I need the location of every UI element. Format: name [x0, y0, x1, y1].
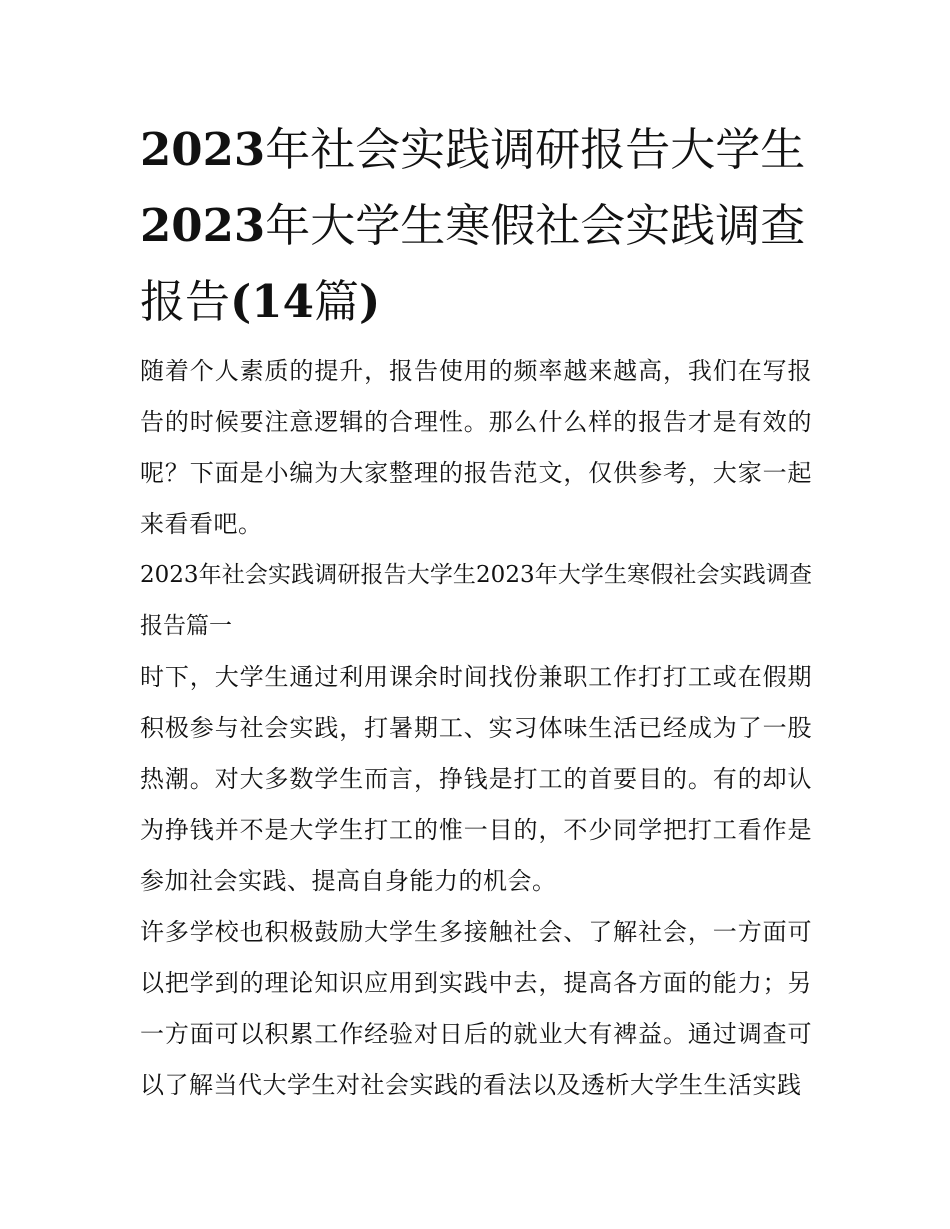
- intro-paragraph: 随着个人素质的提升，报告使用的频率越来越高，我们在写报告的时候要注意逻辑的合理性。那么什么样的报告才是有效的呢？下面是小编为大家整理的报告范文，仅供参考，大家一起来看看吧。: [140, 357, 812, 538]
- body-paragraph: 许多学校也积极鼓励大学生多接触社会、了解社会，一方面可以把学到的理论知识应用到实践中去，提高各方面的能力；另一方面可以积累工作经验对日后的就业大有裨益。通过调查可以了解当代大学生对社会实践的看法以及透析大学生生活实践: [140, 918, 812, 1099]
- body-paragraph: 时下，大学生通过利用课余时间找份兼职工作打打工或在假期积极参与社会实践，打暑期工、实习体味生活已经成为了一股热潮。对大多数学生而言，挣钱是打工的首要目的。有的却认为挣钱并不是大学生打工的惟一目的，不少同学把打工看作是参加社会实践、提高自身能力的机会。: [140, 663, 812, 895]
- document-content: [140, 112, 812, 1111]
- document-title: 2023年社会实践调研报告大学生2023年大学生寒假社会实践调查报告(14篇): [140, 123, 806, 328]
- section-heading: 2023年社会实践调研报告大学生2023年大学生寒假社会实践调查报告篇一: [140, 562, 812, 639]
